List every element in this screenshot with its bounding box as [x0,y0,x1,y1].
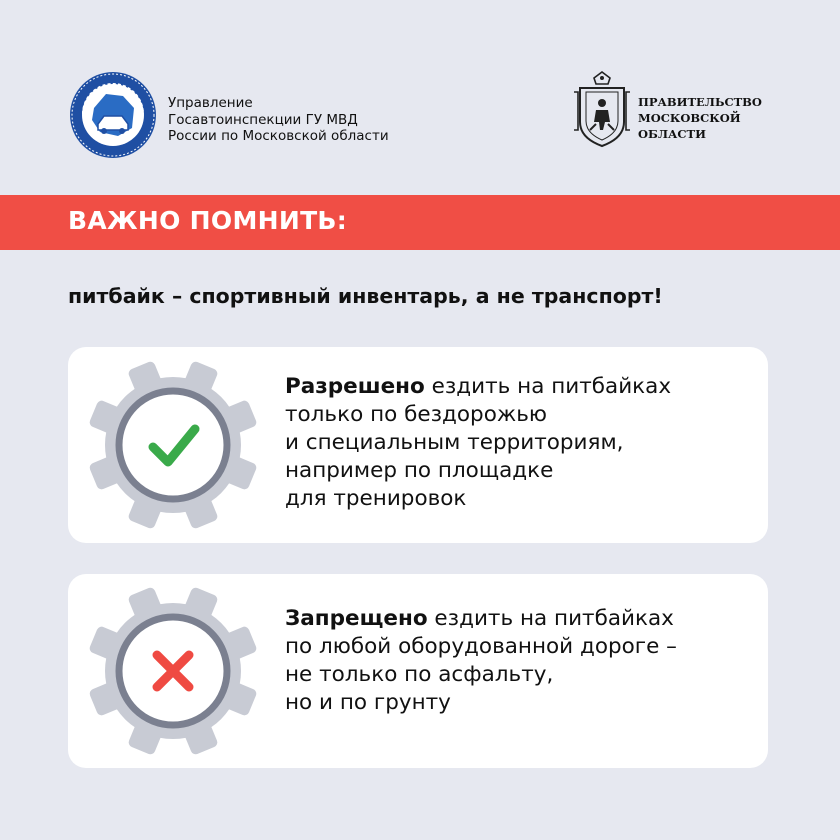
government-caption-line: ОБЛАСТИ [638,127,706,141]
forbidden-line: но и по грунту [285,690,451,715]
government-caption-line: ПРАВИТЕЛЬСТВО [638,95,762,109]
allowed-card [68,347,768,543]
forbidden-keyword: Запрещено [285,606,428,631]
gai-emblem-icon [68,70,158,160]
gai-caption-line: России по Московской области [168,128,389,144]
government-branding [572,70,772,160]
forbidden-lead: ездить на питбайках [427,606,674,631]
banner-title: ВАЖНО ПОМНИТЬ: [68,206,348,235]
government-caption-line: МОСКОВСКОЙ [638,111,741,125]
gear-icon [85,357,261,533]
allowed-text [285,373,671,513]
subtitle: питбайк – спортивный инвентарь, а не транспорт! [68,284,663,308]
allowed-line: и специальным территориям, [285,430,624,455]
gai-caption-line: Управление [168,95,253,111]
allowed-line: для тренировок [285,486,467,511]
important-banner [0,195,840,250]
forbidden-card [68,574,768,768]
header [68,70,772,160]
forbidden-line: не только по асфальту, [285,662,554,687]
forbidden-line: по любой оборудованной дороге – [285,634,677,659]
gai-branding [68,70,398,160]
allowed-line: например по площадке [285,458,554,483]
coat-of-arms-icon [572,70,632,150]
gai-caption [168,95,389,145]
allowed-lead: ездить на питбайках [424,374,672,399]
gear-icon [85,583,261,759]
government-caption [638,94,762,142]
allowed-line: только по бездорожью [285,402,547,427]
allowed-keyword: Разрешено [285,374,425,399]
forbidden-text [285,605,677,717]
gai-caption-line: Госавтоинспекции ГУ МВД [168,111,358,128]
